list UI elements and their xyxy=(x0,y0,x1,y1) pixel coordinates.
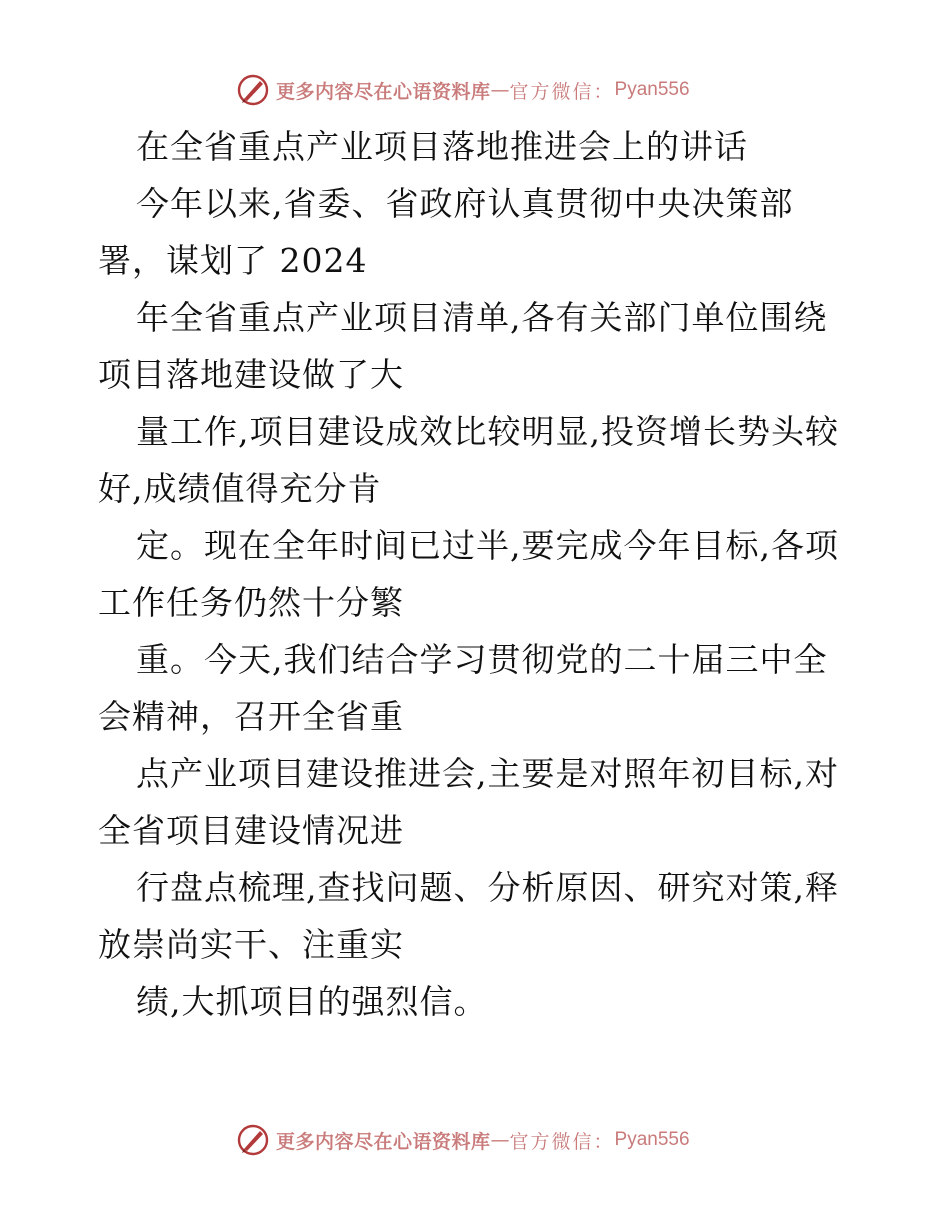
text-line: 量工作,项目建设成效比较明显,投资增长势头较 xyxy=(136,412,839,451)
banner-dash: — xyxy=(490,1129,510,1151)
banner-wechat-label: 官方微信： xyxy=(509,80,615,103)
header-banner xyxy=(236,72,690,108)
document-body xyxy=(98,118,858,1030)
text-line: 定。现在全年时间已过半,要完成今年目标,各项 xyxy=(136,526,839,565)
quill-logo-icon xyxy=(236,1123,270,1157)
banner-site-name: 更多内容尽在心语资料库 xyxy=(276,80,491,103)
banner-wechat-label: 官方微信： xyxy=(509,1130,615,1153)
banner-site-name: 更多内容尽在心语资料库 xyxy=(276,1130,491,1153)
banner-wechat-handle: Pyan556 xyxy=(614,1129,690,1150)
quill-logo-icon xyxy=(236,73,270,107)
text-line: 工作任务仍然十分繁 xyxy=(98,583,404,622)
document-title: 在全省重点产业项目落地推进会上的讲话 xyxy=(136,127,748,166)
banner-wechat-handle: Pyan556 xyxy=(614,79,690,100)
text-line: 年全省重点产业项目清单,各有关部门单位围绕 xyxy=(136,298,828,337)
text-line: 行盘点梳理,查找问题、分析原因、研究对策,释 xyxy=(136,868,839,907)
text-line: 重。今天,我们结合学习贯彻党的二十届三中全 xyxy=(136,640,828,679)
text-line: 放崇尚实干、注重实 xyxy=(98,925,404,964)
text-line: 点产业项目建设推进会,主要是对照年初目标,对 xyxy=(136,754,839,793)
text-line: 署，谋划了 2024 xyxy=(98,241,368,280)
banner-dash: — xyxy=(490,79,510,101)
text-line: 项目落地建设做了大 xyxy=(98,355,404,394)
text-line: 绩,大抓项目的强烈信。 xyxy=(136,982,488,1021)
text-line: 会精神，召开全省重 xyxy=(98,697,404,736)
text-line: 全省项目建设情况进 xyxy=(98,811,404,850)
text-line: 好,成绩值得充分肯 xyxy=(98,469,382,508)
text-line: 今年以来,省委、省政府认真贯彻中央决策部 xyxy=(136,184,794,223)
footer-banner xyxy=(236,1122,690,1158)
